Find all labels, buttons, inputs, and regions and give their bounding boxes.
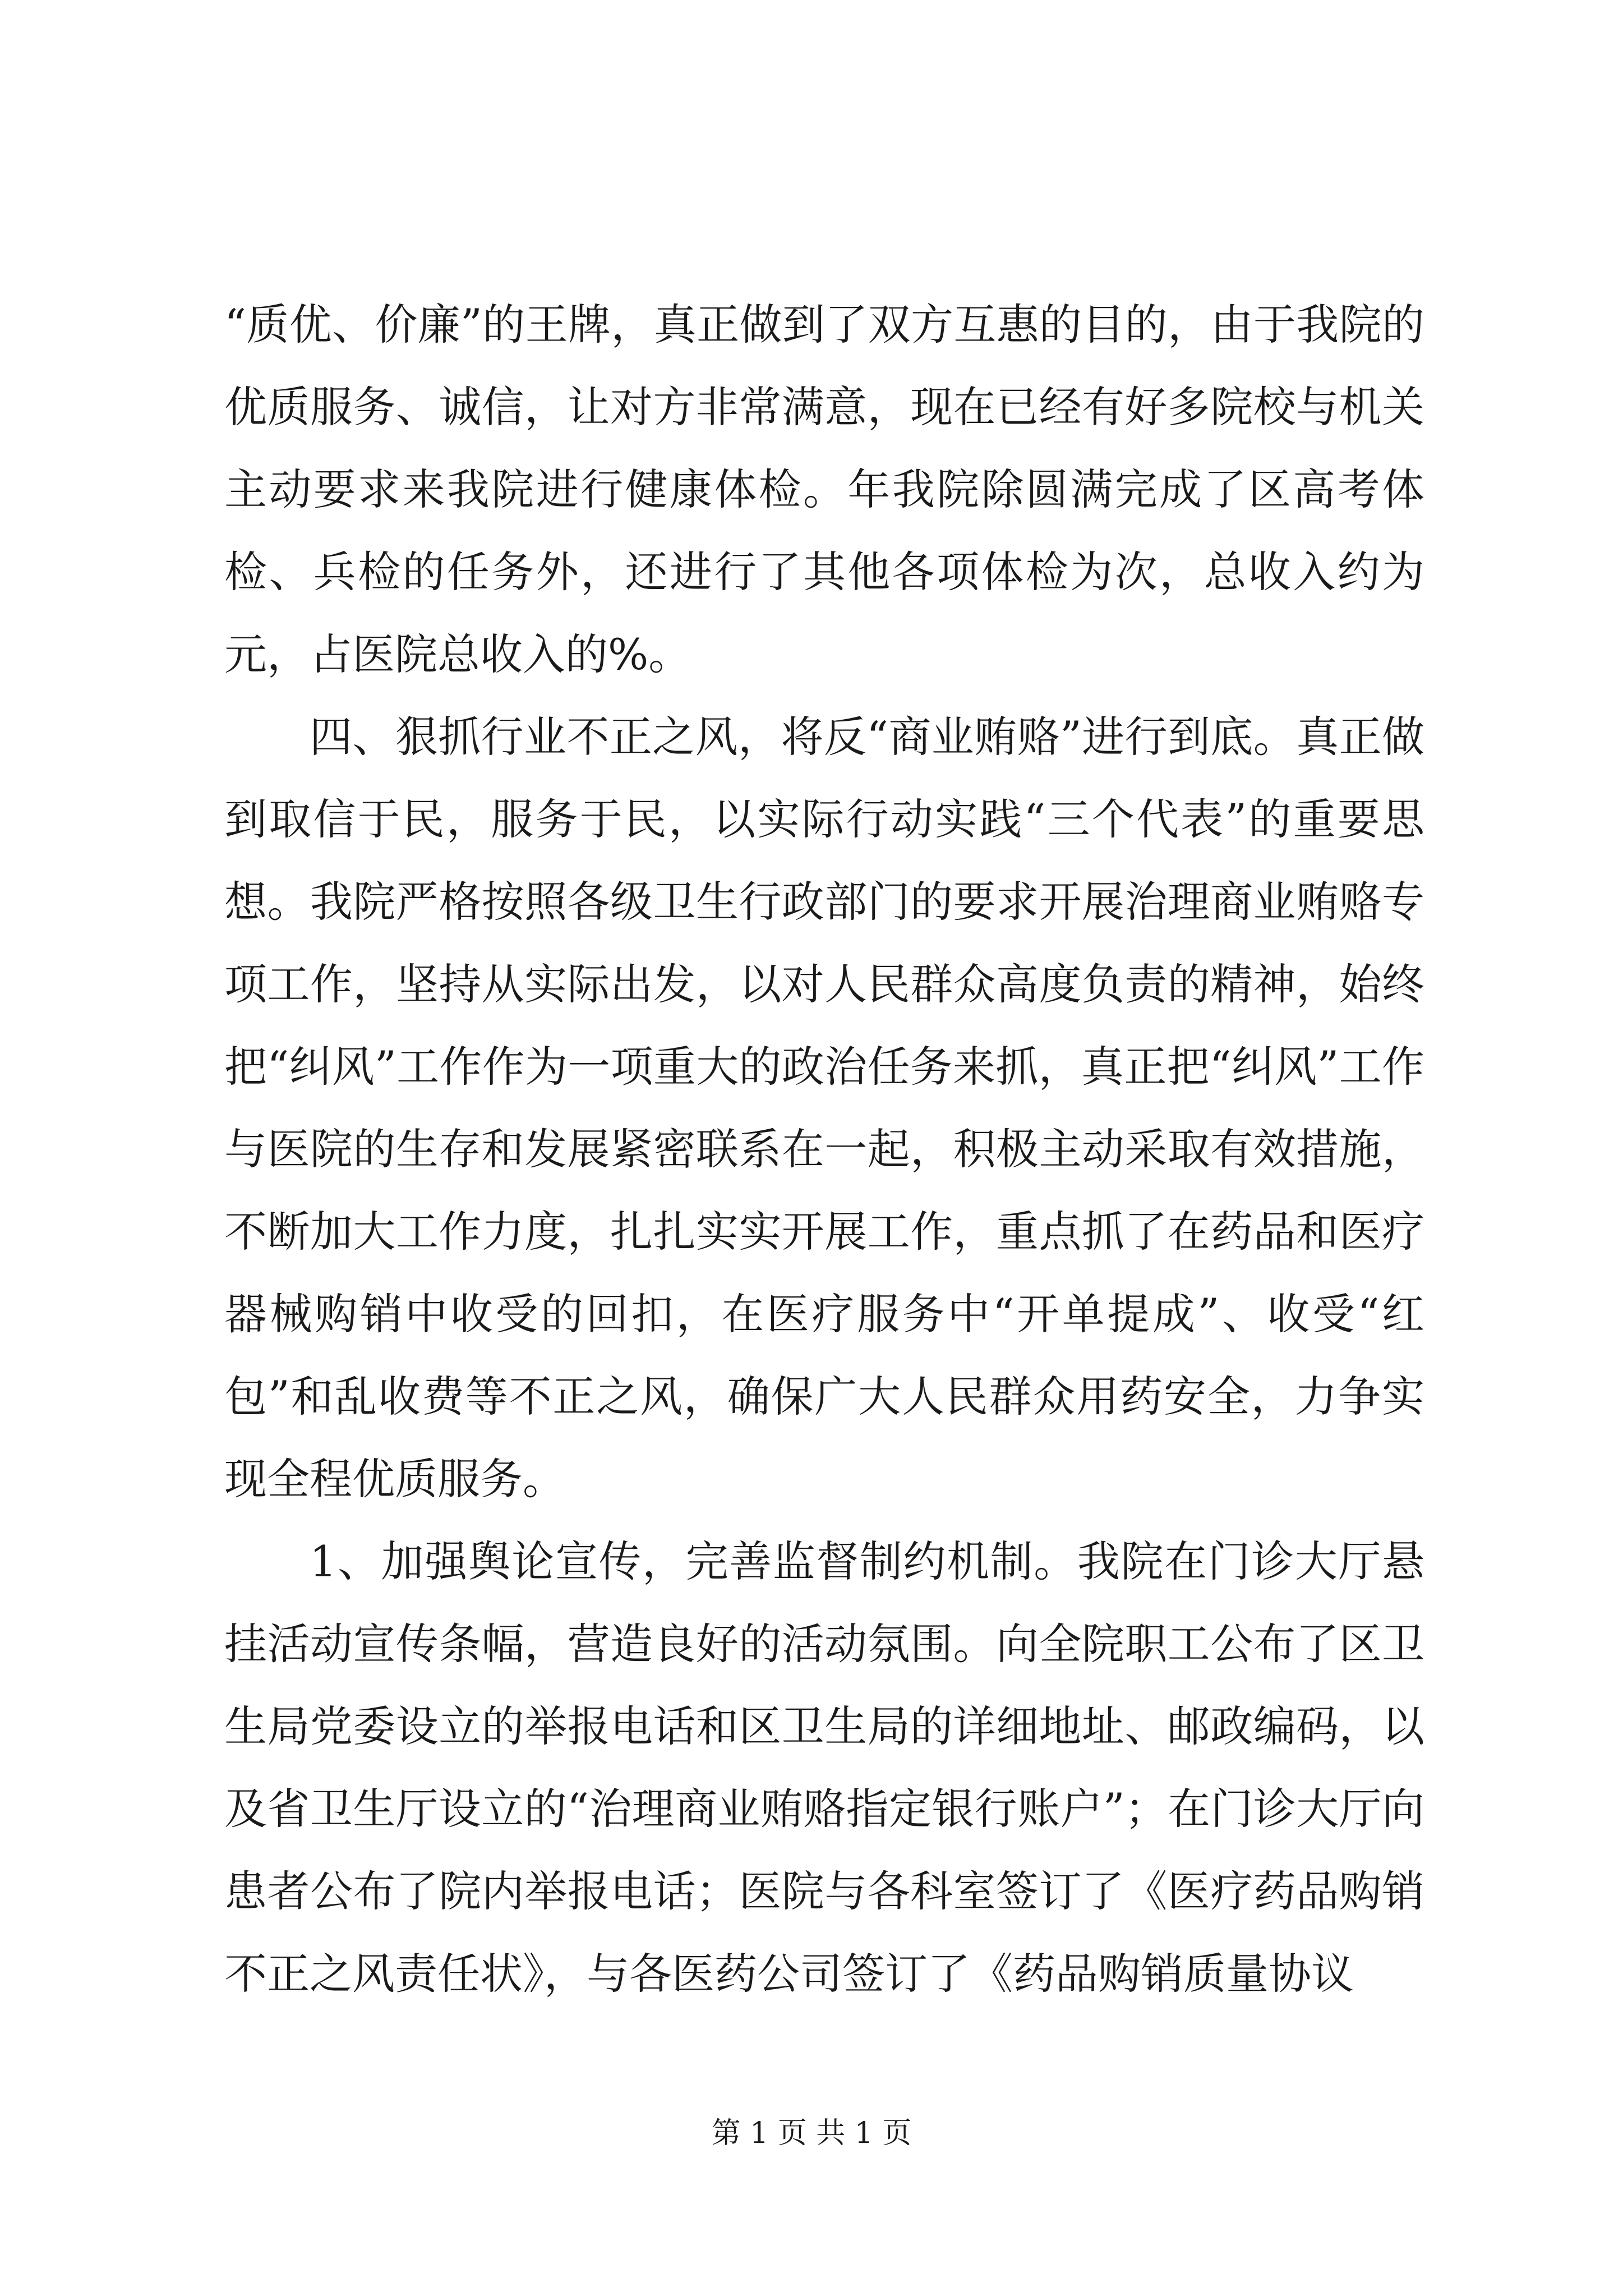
- paragraph-2: 四、狠抓行业不正之风，将反“商业贿赂”进行到底。真正做到取信于民，服务于民，以实际行动实践“三个代表”的重要思想。我院严格按照各级卫生行政部门的要求开展治理商业贿赂专项工作，坚持从实际出发，以对人民群众高度负责的精神，始终把“纠风”工作作为一项重大的政治任务来抓，真正把“纠风”工作与医院的生存和发展紧密联系在一起，积极主动采取有效措施，不断加大工作力度，扎扎实实开展工作，重点抓了在药品和医疗器械购销中收受的回扣，在医疗服务中“开单提成”、收受“红包”和乱收费等不正之风，确保广大人民群众用药安全，力争实现全程优质服务。: [224, 712, 1424, 1504]
- paragraph-1: “质优、价廉”的王牌，真正做到了双方互惠的目的，由于我院的优质服务、诚信，让对方非常满意，现在已经有好多院校与机关主动要求来我院进行健康体检。年我院除圆满完成了区高考体检、兵检的任务外，还进行了其他各项体检为次，总收入约为元，占医院总收入的%。: [224, 300, 1424, 679]
- paragraph-3: 1、加强舆论宣传，完善监督制约机制。我院在门诊大厅悬挂活动宣传条幅，营造良好的活动氛围。向全院职工公布了区卫生局党委设立的举报电话和区卫生局的详细地址、邮政编码，以及省卫生厅设立的“治理商业贿赂指定银行账户”；在门诊大厅向患者公布了院内举报电话；医院与各科室签订了《医疗药品购销不正之风责任状》，与各医药公司签订了《药品购销质量协议: [224, 1536, 1424, 1999]
- page-footer: 第 1 页 共 1 页: [711, 2116, 912, 2150]
- document-body: [224, 283, 1424, 2015]
